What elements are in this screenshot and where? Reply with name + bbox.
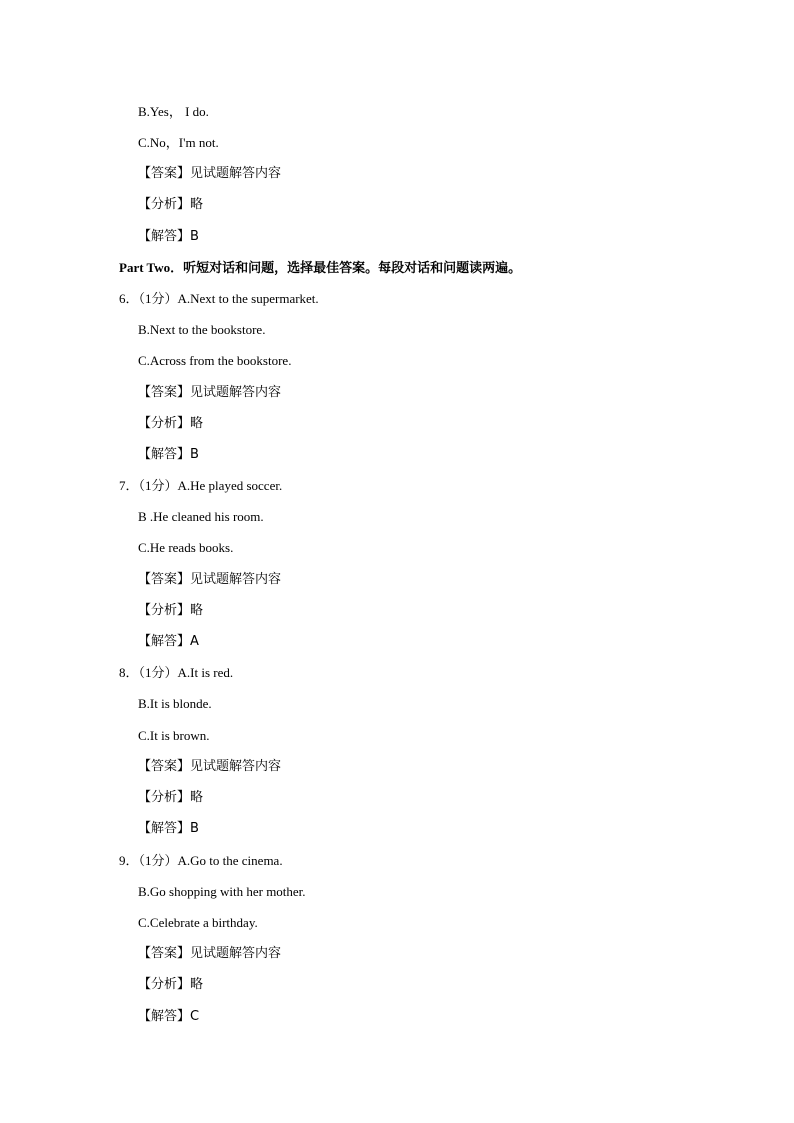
option-a: A.It is red.: [177, 665, 234, 680]
option-b: B.Yes， I do.: [138, 104, 209, 119]
option-c: C.Across from the bookstore.: [138, 353, 292, 368]
answer-label: 【答案】见试题解答内容: [138, 946, 282, 961]
solution-label: 【解答】C: [138, 1009, 200, 1024]
option-a: A.Next to the supermarket.: [177, 291, 319, 306]
solution-label: 【解答】B: [138, 229, 199, 244]
question-prefix: 8．（1分）: [119, 665, 178, 680]
option-b: B.Next to the bookstore.: [138, 322, 266, 337]
analysis-label: 【分析】略: [138, 603, 204, 618]
analysis-label: 【分析】略: [138, 977, 204, 992]
option-a: A.He played soccer.: [177, 478, 283, 493]
analysis-label: 【分析】略: [138, 197, 204, 212]
option-a: A.Go to the cinema.: [177, 853, 283, 868]
question-prefix: 9．（1分）: [119, 853, 178, 868]
answer-label: 【答案】见试题解答内容: [138, 572, 282, 587]
answer-label: 【答案】见试题解答内容: [138, 385, 282, 400]
solution-label: 【解答】B: [138, 447, 199, 462]
analysis-label: 【分析】略: [138, 790, 204, 805]
question-7: [119, 478, 282, 494]
analysis-label: 【分析】略: [138, 416, 204, 431]
option-b: B.Go shopping with her mother.: [138, 884, 306, 899]
question-8: [119, 665, 233, 681]
question-6: [119, 291, 319, 307]
question-prefix: 7．（1分）: [119, 478, 178, 493]
solution-label: 【解答】A: [138, 634, 199, 649]
option-b: B .He cleaned his room.: [138, 509, 264, 524]
option-c: C.He reads books.: [138, 540, 234, 555]
option-c: C.No，I'm not.: [138, 135, 219, 150]
answer-label: 【答案】见试题解答内容: [138, 166, 282, 181]
question-9: [119, 853, 283, 869]
solution-label: 【解答】B: [138, 821, 199, 836]
option-c: C.It is brown.: [138, 728, 210, 743]
part-two-heading: Part Two．听短对话和问题，选择最佳答案。每段对话和问题读两遍。: [119, 260, 522, 275]
option-b: B.It is blonde.: [138, 696, 212, 711]
question-prefix: 6．（1分）: [119, 291, 178, 306]
option-c: C.Celebrate a birthday.: [138, 915, 258, 930]
answer-label: 【答案】见试题解答内容: [138, 759, 282, 774]
